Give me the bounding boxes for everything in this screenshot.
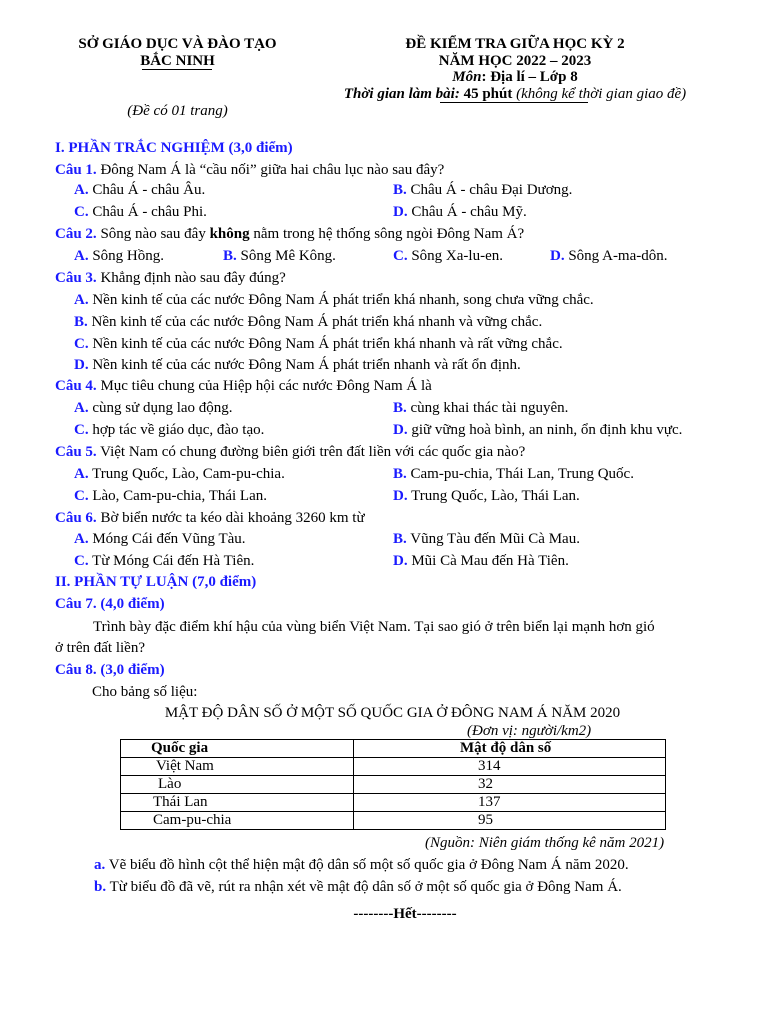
row-country: Cam-pu-chia (121, 812, 354, 830)
row-country: Lào (121, 776, 354, 794)
q3-option-d: D. Nền kinh tế của các nước Đông Nam Á phát triển nhanh và rất ổn định. (74, 357, 521, 373)
table-unit: (Đơn vị: người/km2) (467, 723, 592, 739)
time-value: 45 phút (463, 86, 513, 102)
question-7-heading: Câu 7. (4,0 điểm) (55, 596, 165, 612)
task-a: a. Vẽ biểu đồ hình cột thể hiện mật độ dân số một số quốc gia ở Đông Nam Á năm 2020. (94, 857, 629, 873)
q1-option-a: A. Châu Á - châu Âu. (74, 182, 206, 198)
q1-option-c: C. Châu Á - châu Phi. (74, 204, 207, 220)
q6-option-d: D. Mũi Cà Mau đến Hà Tiên. (393, 553, 569, 569)
row-country: Thái Lan (121, 794, 354, 812)
q5-option-d: D. Trung Quốc, Lào, Thái Lan. (393, 488, 580, 504)
q5-option-b: B. Cam-pu-chia, Thái Lan, Trung Quốc. (393, 466, 634, 482)
pages-note: (Đề có 01 trang) (127, 103, 228, 119)
row-value: 314 (354, 758, 666, 776)
table-row (121, 776, 666, 794)
population-density-table (120, 739, 666, 830)
header-left-rule (142, 69, 212, 70)
header-country: Quốc gia (121, 740, 354, 758)
row-value: 137 (354, 794, 666, 812)
school-year: NĂM HỌC 2022 – 2023 (438, 53, 592, 69)
q1-option-d: D. Châu Á - châu Mỹ. (393, 204, 527, 220)
q2-option-d: D. Sông A-ma-dôn. (550, 248, 668, 264)
table-title: MẬT ĐỘ DÂN SỐ Ở MỘT SỐ QUỐC GIA Ở ĐÔNG NAM Á NĂM 2020 (164, 705, 621, 721)
q6-option-b: B. Vũng Tàu đến Mũi Cà Mau. (393, 531, 580, 547)
department-name: SỞ GIÁO DỤC VÀ ĐÀO TẠO (78, 36, 277, 52)
q3-option-a: A. Nền kinh tế của các nước Đông Nam Á phát triển khá nhanh, song chưa vững chắc. (74, 292, 594, 308)
q1-option-b: B. Châu Á - châu Đại Dương. (393, 182, 573, 198)
end-marker: --------Hết-------- (353, 906, 457, 922)
table-row (121, 794, 666, 812)
table-source: (Nguồn: Niên giám thống kê năm 2021) (425, 835, 665, 851)
section-1-title: I. PHẦN TRẮC NGHIỆM (3,0 điểm) (55, 140, 293, 156)
q4-option-b: B. cùng khai thác tài nguyên. (393, 400, 569, 416)
header-density: Mật độ dân số (354, 740, 666, 758)
time-label: Thời gian làm bài: (343, 86, 460, 102)
row-country: Việt Nam (121, 758, 354, 776)
time-line (320, 84, 710, 104)
q3-option-b: B. Nền kinh tế của các nước Đông Nam Á phát triển khá nhanh và vững chắc. (74, 314, 543, 330)
question-7-text-line1: Trình bày đặc điểm khí hậu của vùng biển Việt Nam. Tại sao gió ở trên biển lại mạnh hơn gió (93, 619, 655, 635)
q2-option-a: A. Sông Hồng. (74, 248, 165, 264)
subject-label: Môn (452, 69, 482, 85)
task-b: b. Từ biểu đồ đã vẽ, rút ra nhận xét về mật độ dân số ở một số quốc gia ở Đông Nam Á. (94, 879, 622, 895)
header-right-rule (440, 102, 588, 103)
q6-option-a: A. Móng Cái đến Vũng Tàu. (74, 531, 246, 547)
q5-option-a: A. Trung Quốc, Lào, Cam-pu-chia. (74, 466, 285, 482)
section-2-title: II. PHẦN TỰ LUẬN (7,0 điểm) (55, 574, 257, 590)
question-2: Câu 2. Sông nào sau đây không nằm trong hệ thống sông ngòi Đông Nam Á? (55, 226, 525, 242)
exam-title: ĐỀ KIỂM TRA GIỮA HỌC KỲ 2 (405, 36, 625, 52)
question-5: Câu 5. Việt Nam có chung đường biên giới trên đất liền với các quốc gia nào? (55, 444, 526, 460)
q4-option-a: A. cùng sử dụng lao động. (74, 400, 233, 416)
question-7-text-line2: ở trên đất liền? (55, 640, 145, 656)
q4-option-c: C. hợp tác về giáo dục, đào tạo. (74, 422, 265, 438)
table-row (121, 758, 666, 776)
table-row (121, 812, 666, 830)
province-name: BẮC NINH (140, 53, 215, 69)
question-8-heading: Câu 8. (3,0 điểm) (55, 662, 165, 678)
table-intro: Cho bảng số liệu: (92, 684, 198, 700)
q5-option-c: C. Lào, Cam-pu-chia, Thái Lan. (74, 488, 268, 504)
question-4: Câu 4. Mục tiêu chung của Hiệp hội các nước Đông Nam Á là (55, 378, 432, 394)
question-3: Câu 3. Khẳng định nào sau đây đúng? (55, 270, 286, 286)
q2-option-c: C. Sông Xa-lu-en. (393, 248, 503, 264)
table-header-row (121, 740, 666, 758)
row-value: 32 (354, 776, 666, 794)
question-1: Câu 1. Đông Nam Á là “cầu nối” giữa hai châu lục nào sau đây? (55, 162, 445, 178)
row-value: 95 (354, 812, 666, 830)
q2-option-b: B. Sông Mê Kông. (223, 248, 336, 264)
question-6: Câu 6. Bờ biển nước ta kéo dài khoảng 3260 km từ (55, 510, 365, 526)
q3-option-c: C. Nền kinh tế của các nước Đông Nam Á phát triển khá nhanh và rất vững chắc. (74, 336, 563, 352)
q4-option-d: D. giữ vững hoà bình, an ninh, ổn định khu vực. (393, 422, 683, 438)
time-note: (không kể thời gian giao đề) (516, 86, 687, 102)
q6-option-c: C. Từ Móng Cái đến Hà Tiên. (74, 553, 255, 569)
subject-value: : Địa lí – Lớp 8 (481, 69, 578, 85)
